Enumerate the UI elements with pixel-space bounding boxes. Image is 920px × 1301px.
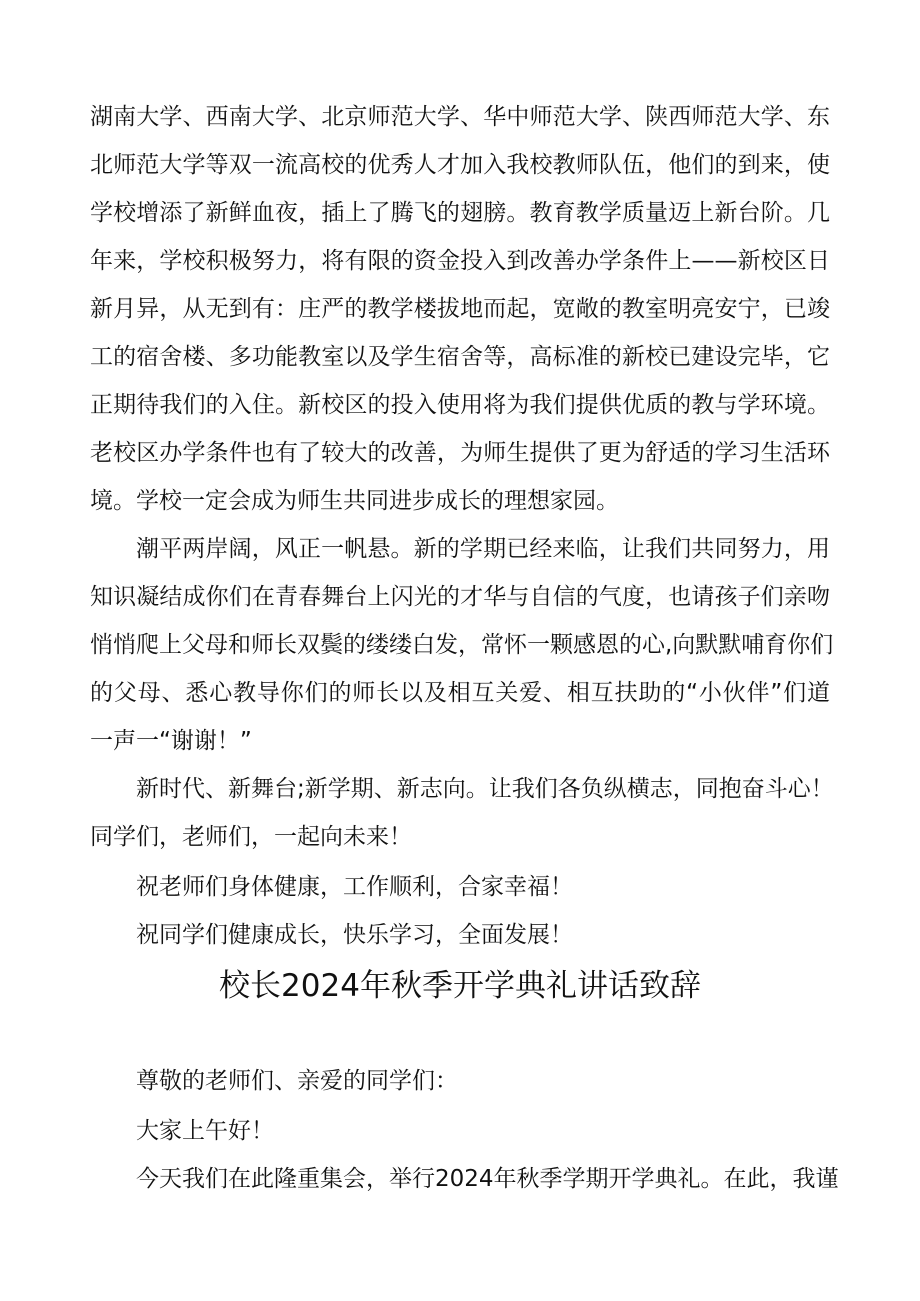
paragraph-1-line-3: 学校增添了新鲜血夜，插上了腾飞的翅膀。教育教学质量迈上新台阶。几 <box>90 200 830 226</box>
salutation: 尊敬的老师们、亲爱的同学们： <box>136 1068 458 1094</box>
paragraph-2-line-2: 知识凝结成你们在青春舞台上闪光的才华与自信的气度，也请孩子们亲吻 <box>90 584 830 610</box>
paragraph-1-line-8: 老校区办学条件也有了较大的改善，为师生提供了更为舒适的学习生活环 <box>90 440 830 466</box>
paragraph-1-line-5: 新月异，从无到有：庄严的教学楼拔地而起，宽敞的教室明亮安宁，已竣 <box>90 296 830 322</box>
paragraph-1-line-9: 境。学校一定会成为师生共同进步成长的理想家园。 <box>90 488 619 514</box>
paragraph-1-line-7: 正期待我们的入住。新校区的投入使用将为我们提供优质的教与学环境。 <box>90 392 830 418</box>
paragraph-1-line-2: 北师范大学等双一流高校的优秀人才加入我校教师队伍，他们的到来，使 <box>90 152 830 178</box>
greeting: 大家上午好！ <box>136 1118 274 1144</box>
paragraph-1-line-4: 年来，学校积极努力，将有限的资金投入到改善办学条件上——新校区日 <box>90 248 830 274</box>
paragraph-2-line-1: 潮平两岸阔，风正一帆悬。新的学期已经来临，让我们共同努力，用 <box>136 536 830 562</box>
paragraph-1-line-1: 湖南大学、西南大学、北京师范大学、华中师范大学、陕西师范大学、东 <box>90 104 830 130</box>
paragraph-2-line-4: 的父母、悉心教导你们的师长以及相互关爱、相互扶助的“小伙伴”们道 <box>90 680 830 706</box>
speech-title: 校长2024年秋季开学典礼讲话致辞 <box>219 968 701 1004</box>
paragraph-3-line-2: 同学们，老师们，一起向未来！ <box>90 824 412 850</box>
blessing-students: 祝同学们健康成长，快乐学习，全面发展！ <box>136 922 573 948</box>
paragraph-2-line-5: 一声一“谢谢！” <box>90 728 252 754</box>
paragraph-1-line-6: 工的宿舍楼、多功能教室以及学生宿舍等，高标准的新校已建设完毕，它 <box>90 344 830 370</box>
paragraph-3-line-1: 新时代、新舞台;新学期、新志向。让我们各负纵横志，同抱奋斗心！ <box>136 776 834 802</box>
paragraph-2-line-3: 悄悄爬上父母和师长双鬓的缕缕白发，常怀一颗感恩的心,向默默哺育你们 <box>90 632 834 658</box>
blessing-teachers: 祝老师们身体健康，工作顺利，合家幸福！ <box>136 874 573 900</box>
opening-line: 今天我们在此隆重集会，举行2024年秋季学期开学典礼。在此，我谨 <box>136 1166 839 1192</box>
